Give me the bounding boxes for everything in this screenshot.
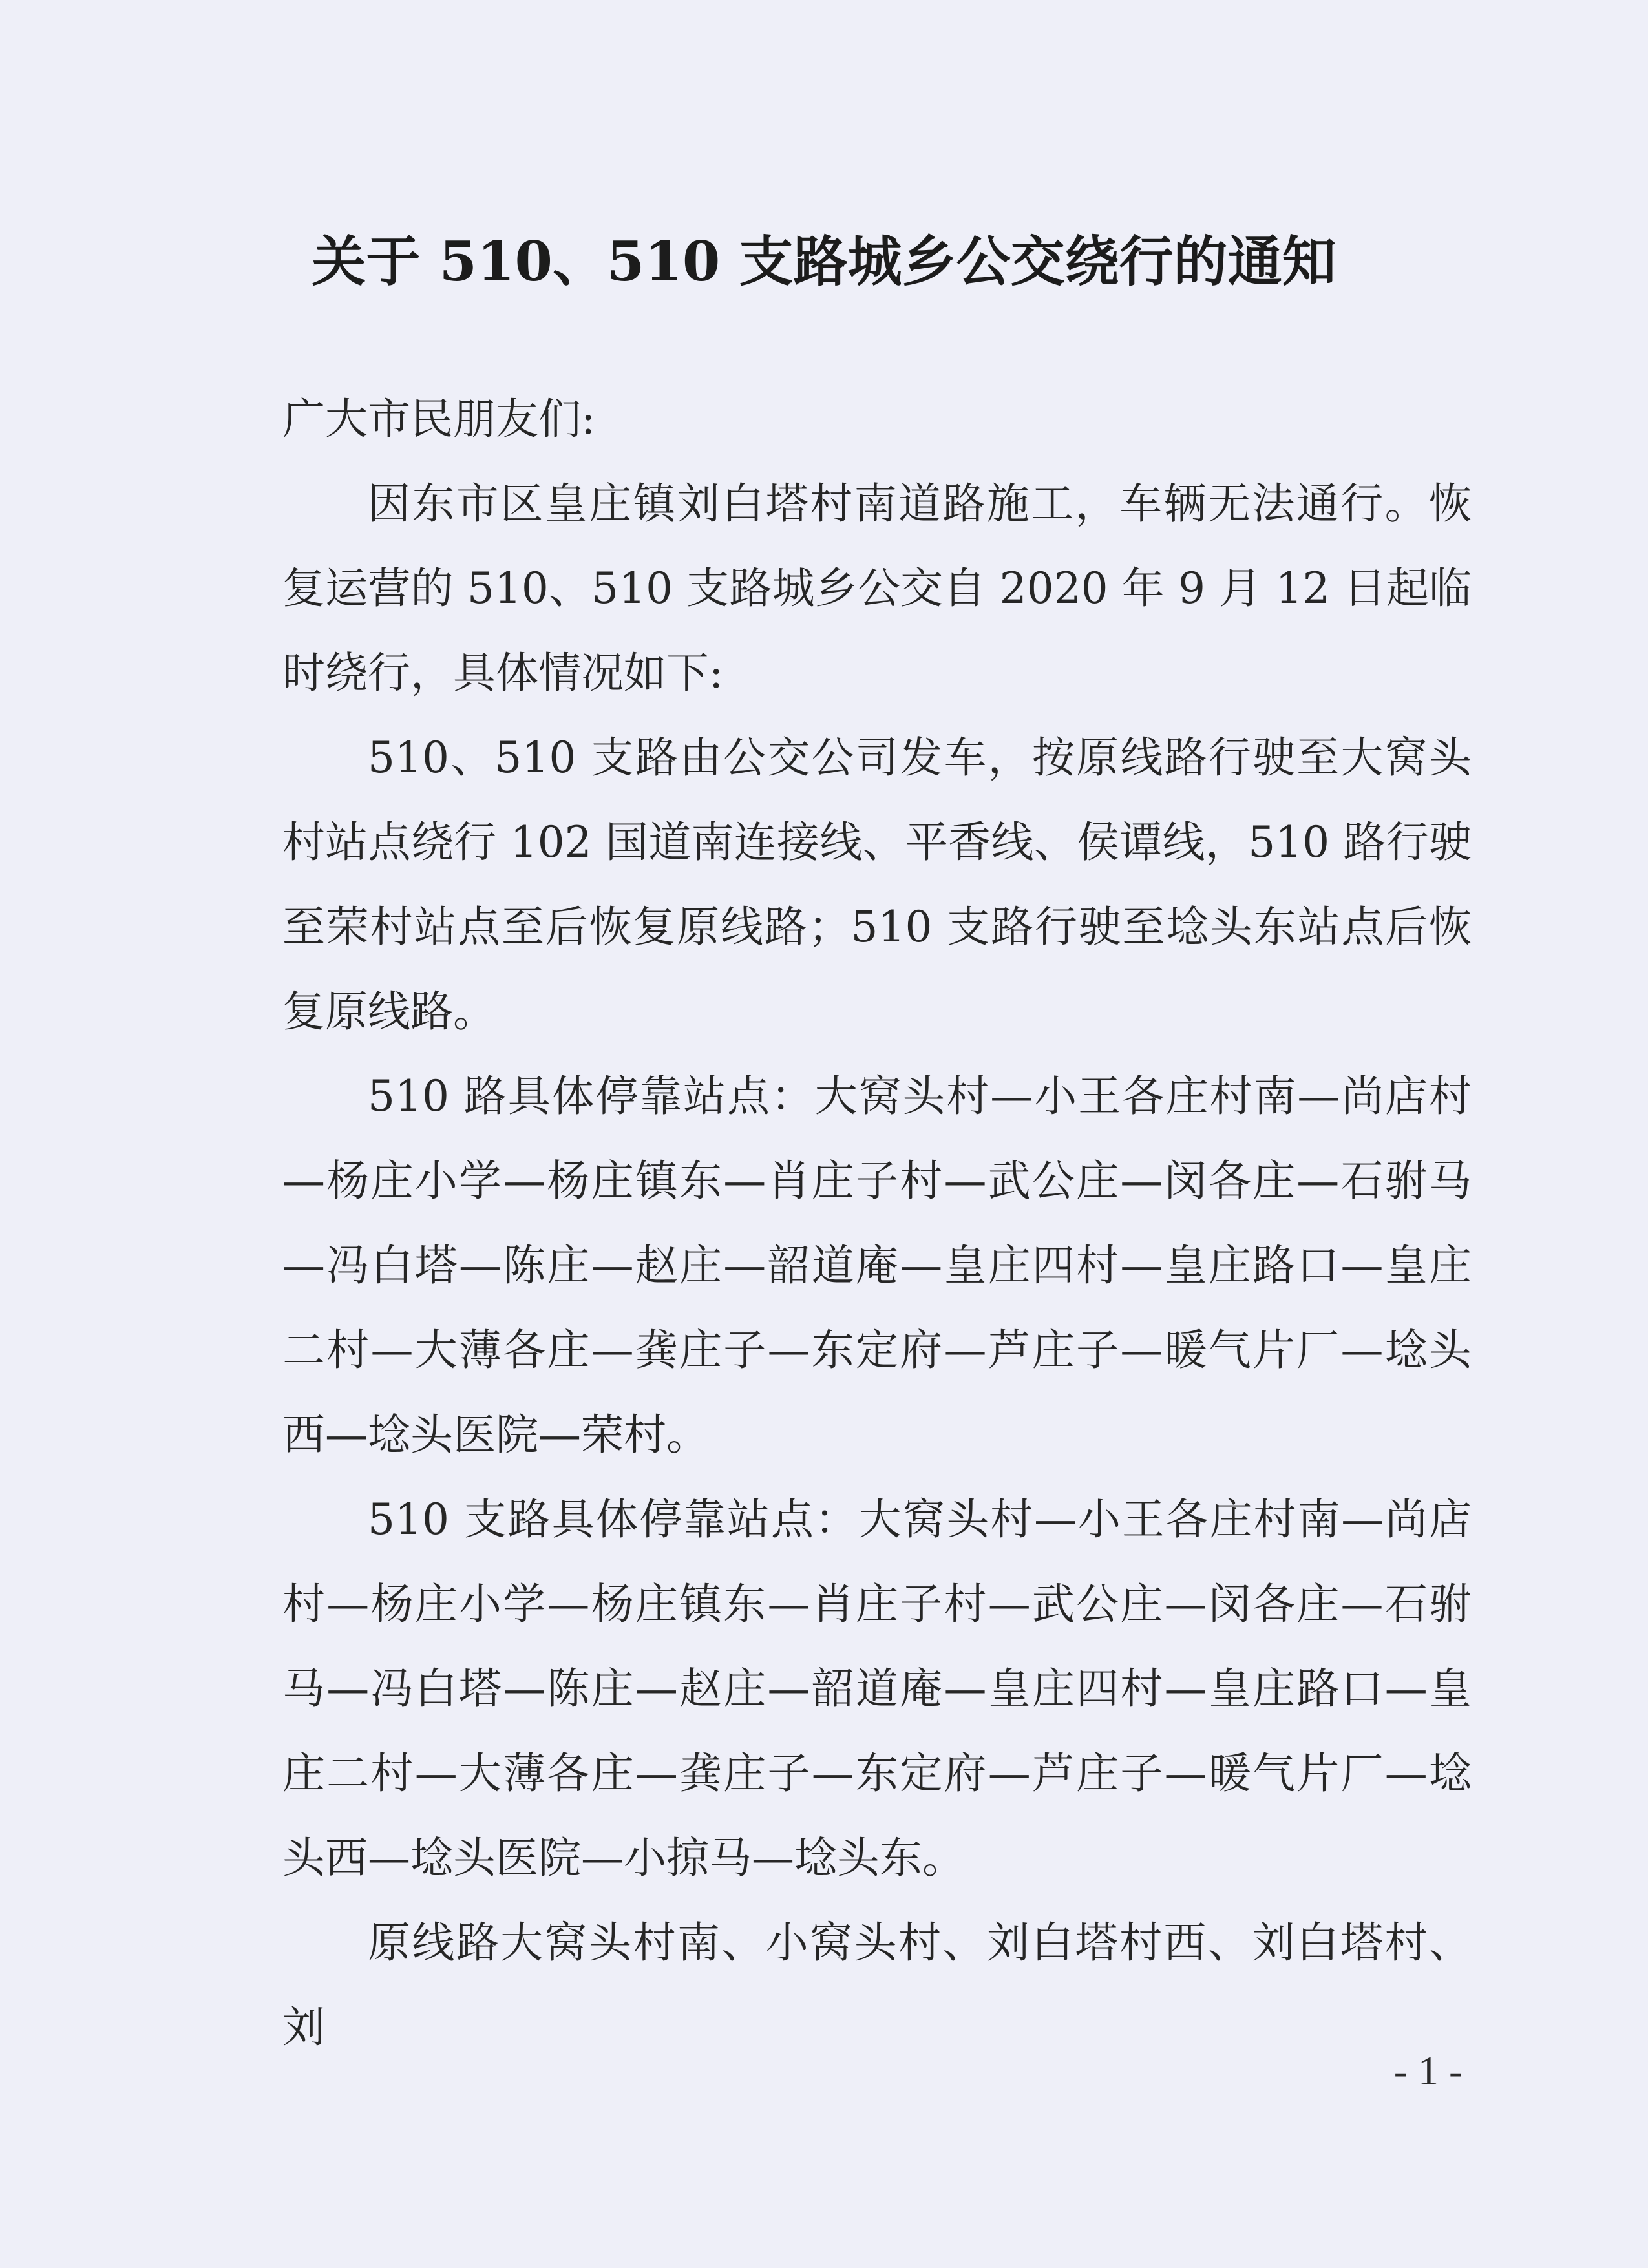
paragraph-intro: 因东市区皇庄镇刘白塔村南道路施工，车辆无法通行。恢复运营的 510、510 支路城乡公交自 2020 年 9 月 12 日起临时绕行，具体情况如下:	[282, 479, 1472, 698]
paragraph-510-branch-stops: 510 支路具体停靠站点：大窝头村—小王各庄村南—尚店村—杨庄小学—杨庄镇东—肖庄子村—武公庄—闵各庄—石驸马—冯白塔—陈庄—赵庄—韶道庵—皇庄四村—皇庄路口—皇庄二村—大薄各庄—龚庄子—东定府—芦庄子—暖气片厂—埝头西—埝头医院—小掠马—埝头东。	[282, 1495, 1472, 1883]
paragraph-detour-route: 510、510 支路由公交公司发车，按原线路行驶至大窝头村站点绕行 102 国道南连接线、平香线、侯谭线，510 路行驶至荣村站点至后恢复原线路；510 支路行驶至埝头东站点后恢复原线路。	[282, 733, 1472, 1036]
salutation: 广大市民朋友们:	[282, 394, 596, 444]
page-number: - 1 -	[1393, 2048, 1463, 2094]
document-body	[282, 377, 1472, 2070]
document-title: 关于 510、510 支路城乡公交绕行的通知	[312, 229, 1336, 293]
paragraph-510-stops: 510 路具体停靠站点：大窝头村—小王各庄村南—尚店村—杨庄小学—杨庄镇东—肖庄子村—武公庄—闵各庄—石驸马—冯白塔—陈庄—赵庄—韶道庵—皇庄四村—皇庄路口—皇庄二村—大薄各庄—龚庄子—东定府—芦庄子—暖气片厂—埝头西—埝头医院—荣村。	[282, 1071, 1472, 1460]
paragraph-original-route: 原线路大窝头村南、小窝头村、刘白塔村西、刘白塔村、刘	[282, 1918, 1472, 2052]
